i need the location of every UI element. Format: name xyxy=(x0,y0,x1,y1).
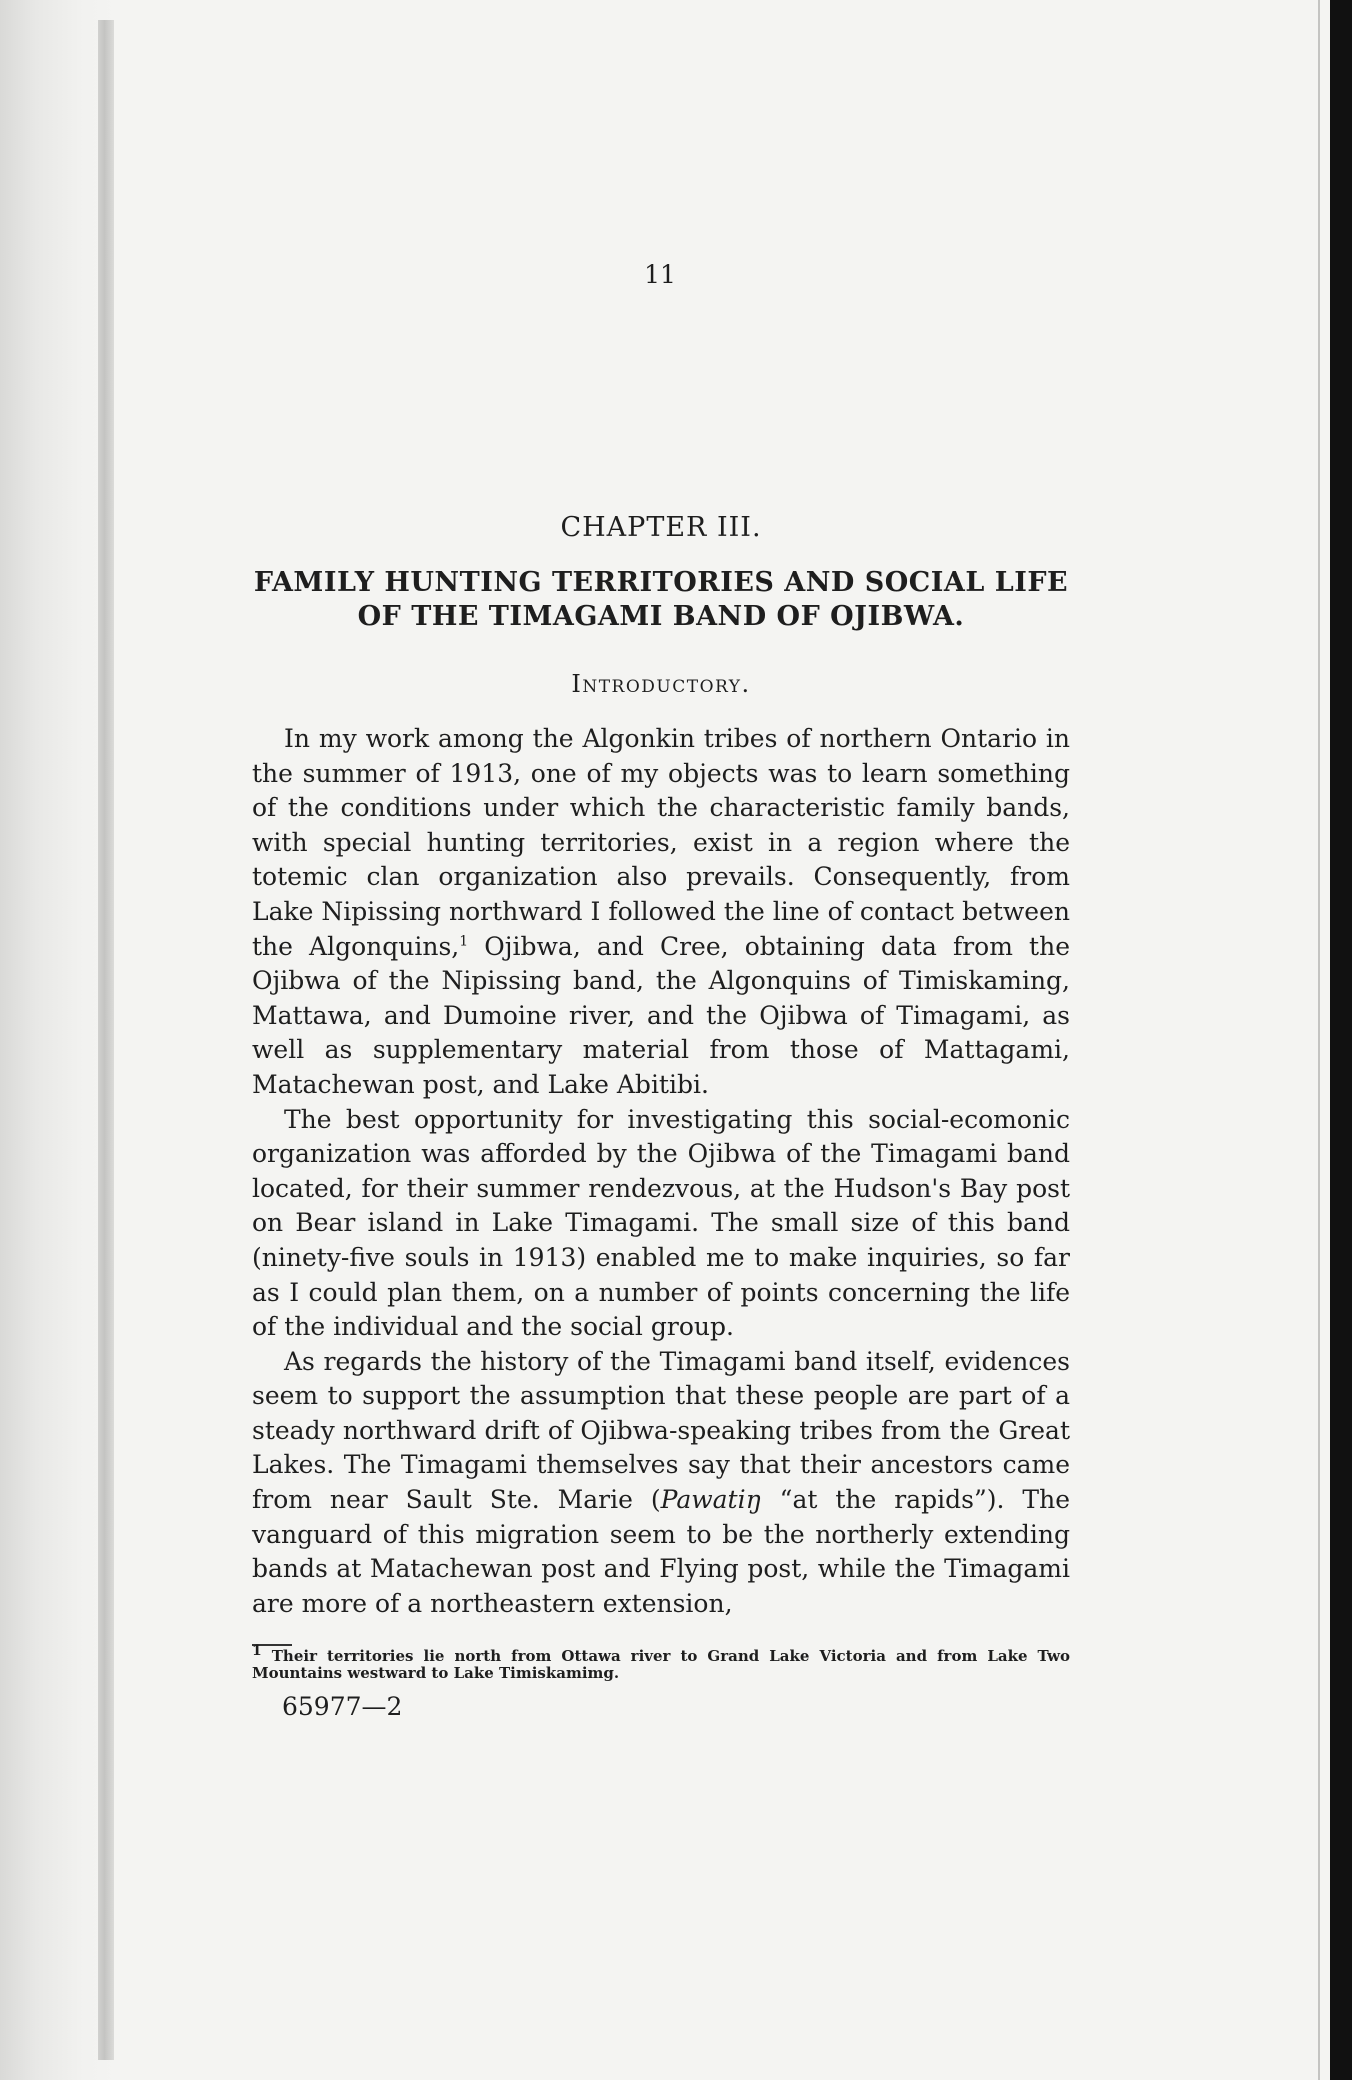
paragraph-1 xyxy=(252,722,1070,1103)
chapter-title-line-1: FAMILY HUNTING TERRITORIES AND SOCIAL LIFE xyxy=(253,567,1069,598)
paragraph-1-part-a: In my work among the Algonkin tribes of northern Ontario in the summer of 1913, one of my objects was to learn something of the conditions under which the characteristic family bands, with special hunting territories, exist in a region where the totemic clan organization also prevails. Consequently, from Lake Nipissing northward I followed the line of contact between the Algonquins, xyxy=(252,724,1070,961)
footnote-mark: 1 xyxy=(252,1643,262,1659)
binding-gutter xyxy=(98,20,114,2060)
footnote xyxy=(252,1643,1070,1682)
printer-signature: 65977—2 xyxy=(282,1692,403,1721)
paragraph-3 xyxy=(252,1345,1070,1622)
chapter-title-line-2: OF THE TIMAGAMI BAND OF OJIBWA. xyxy=(357,601,965,632)
paragraph-3-italic-term: Pawatiŋ xyxy=(660,1485,762,1515)
paragraph-1-part-b: Ojibwa, and Cree, obtaining data from the Ojibwa of the Nipissing band, the Algonquins of Timiskaming, Mattawa, and Dumoine river, and the Ojibwa of Timagami, as well as supplementary material from those of Mattagami, Matachewan post, and Lake Abitibi. xyxy=(252,931,1070,1099)
footnote-reference: 1 xyxy=(459,933,469,950)
paragraph-2: The best opportunity for investigating this social-ecomonic organization was afforded by the Ojibwa of the Timagami band located, for their summer rendezvous, at the Hudson's Bay post on Bear island in Lake Timagami. The small size of this band (ninety-five souls in 1913) enabled me to make inquiries, so far as I could plan them, on a number of points concerning the life of the individual and the social group. xyxy=(252,1104,1070,1342)
section-heading: Introductory. xyxy=(571,670,751,698)
page-edge-rule xyxy=(1318,0,1320,2080)
paragraph-3-part-a: As regards the history of the Timagami band itself, evidences seem to support the assumption that these people are part of a steady northward drift of Ojibwa-speaking tribes from the Great Lakes. The Timagami themselves say that their ancestors came from near Sault Ste. Marie ( xyxy=(252,1346,1070,1515)
scan-border xyxy=(1330,0,1352,2080)
paragraph-3-part-b: “at the rapids”). The vanguard of this migration seem to be the northerly extending bands at Matachewan post and Flying post, while the Timagami are more of a northeastern extension, xyxy=(252,1485,1070,1618)
chapter-heading: CHAPTER III. xyxy=(560,512,762,543)
body-text xyxy=(252,722,1070,1621)
chapter-title xyxy=(252,566,1070,634)
footnote-text: Their territories lie north from Ottawa river to Grand Lake Victoria and from Lake Two Mountains westward to Lake Timiskamimg. xyxy=(252,1647,1070,1682)
page-number: 11 xyxy=(644,260,676,289)
